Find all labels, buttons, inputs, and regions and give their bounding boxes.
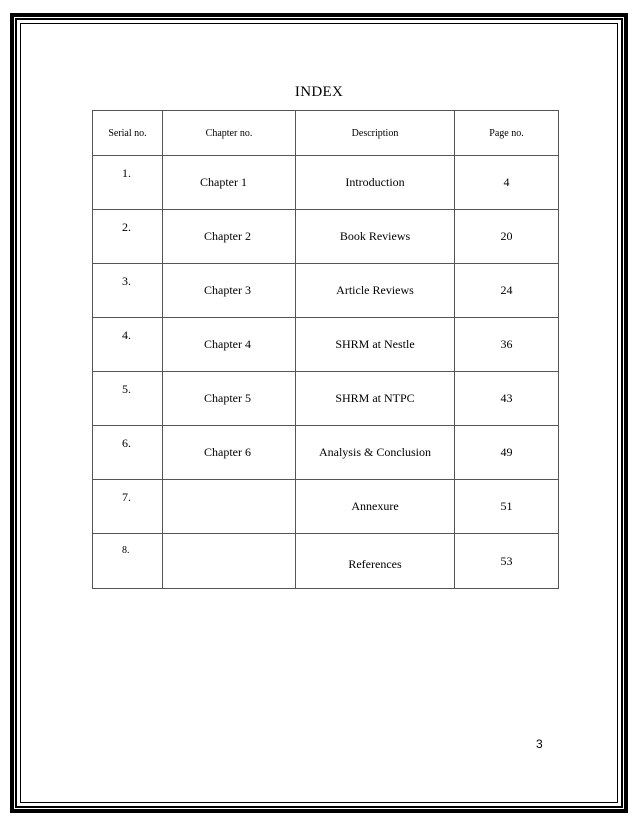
index-table [92,110,559,589]
table-row [93,156,559,210]
table-row [93,318,559,372]
page-cell: 43 [455,372,559,426]
page-cell: 4 [455,156,559,210]
serial-cell: 6. [93,426,163,480]
chapter-cell: Chapter 3 [163,264,296,318]
header-description: Description [296,111,455,156]
table-row [93,372,559,426]
page-cell: 24 [455,264,559,318]
description-cell: References [296,534,455,589]
serial-cell: 2. [93,210,163,264]
chapter-cell: Chapter 1 [163,156,296,210]
table-row [93,426,559,480]
description-cell: Analysis & Conclusion [296,426,455,480]
description-cell: Book Reviews [296,210,455,264]
page-cell: 51 [455,480,559,534]
serial-cell: 8. [93,534,163,589]
table-row [93,264,559,318]
header-serial: Serial no. [93,111,163,156]
page-cell: 20 [455,210,559,264]
header-page: Page no. [455,111,559,156]
chapter-cell [163,534,296,589]
serial-cell: 4. [93,318,163,372]
serial-cell: 5. [93,372,163,426]
chapter-cell [163,480,296,534]
page-cell: 49 [455,426,559,480]
chapter-cell: Chapter 5 [163,372,296,426]
description-cell: Article Reviews [296,264,455,318]
page-number: 3 [536,737,543,751]
table-row [93,210,559,264]
chapter-cell: Chapter 6 [163,426,296,480]
page-cell: 53 [455,534,559,589]
serial-cell: 1. [93,156,163,210]
description-cell: SHRM at Nestle [296,318,455,372]
serial-cell: 3. [93,264,163,318]
chapter-cell: Chapter 4 [163,318,296,372]
serial-cell: 7. [93,480,163,534]
description-cell: SHRM at NTPC [296,372,455,426]
table-row [93,480,559,534]
chapter-cell: Chapter 2 [163,210,296,264]
page-cell: 36 [455,318,559,372]
description-cell: Annexure [296,480,455,534]
index-title: INDEX [294,84,344,100]
description-cell: Introduction [296,156,455,210]
table-row [93,534,559,589]
table-header-row [93,111,559,156]
header-chapter: Chapter no. [163,111,296,156]
